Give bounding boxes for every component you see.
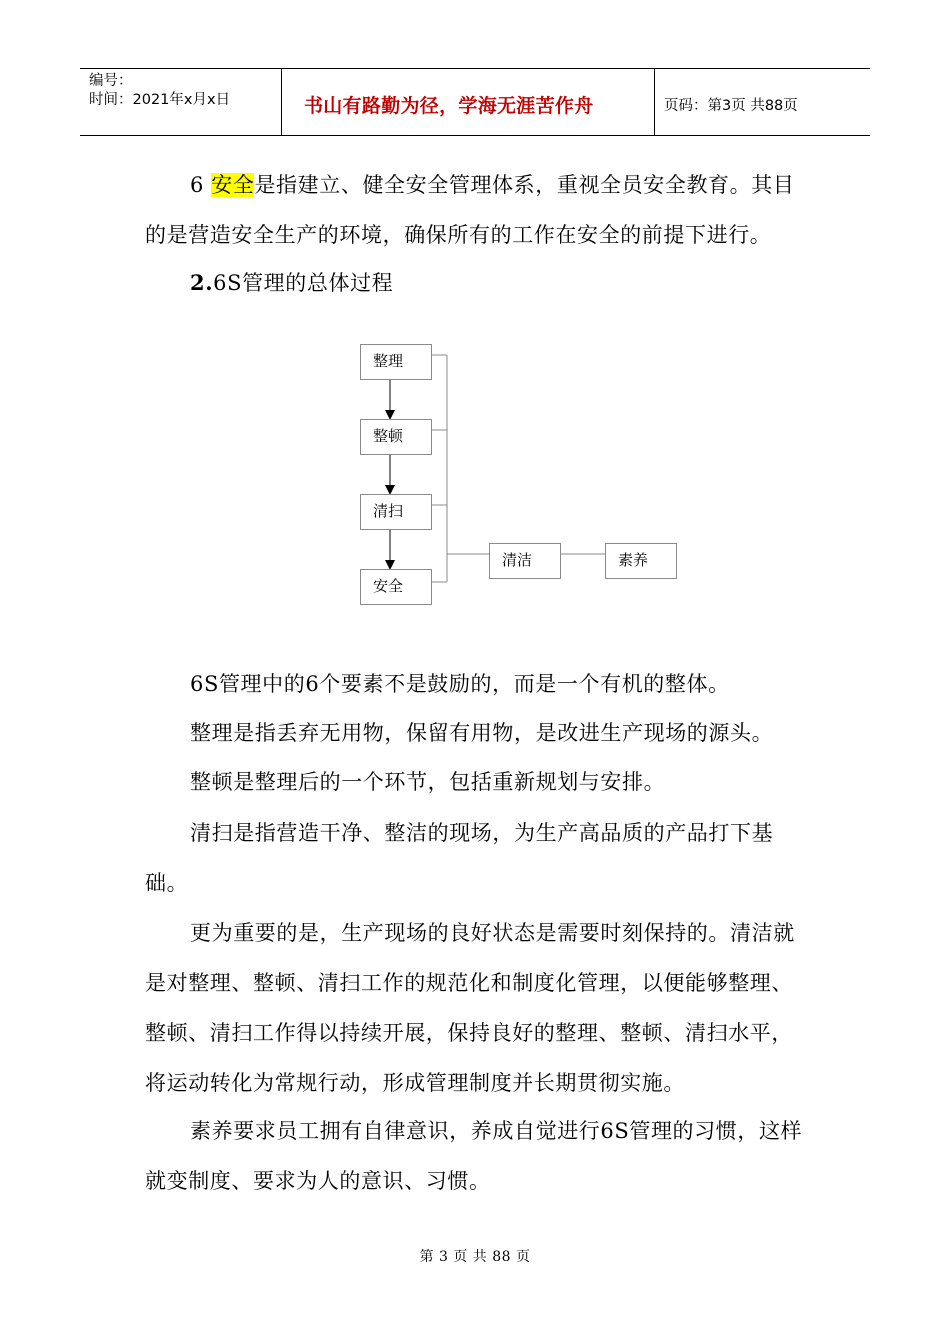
box-seiton: 整顿 — [360, 419, 432, 455]
paragraph-seiso — [145, 808, 810, 908]
section-heading — [145, 258, 810, 308]
seiso-text: 清扫是指营造干净、整洁的现场，为生产高品质的产品打下基础。 — [145, 821, 774, 895]
seiton-text: 整顿是整理后的一个环节，包括重新规划与安排。 — [190, 770, 666, 794]
elements-text: 6S管理中的6个要素不是鼓励的，而是一个有机的整体。 — [190, 672, 730, 696]
seiri-text: 整理是指丢弃无用物，保留有用物，是改进生产现场的源头。 — [190, 721, 774, 745]
paragraph-elements — [145, 659, 810, 709]
header-motto-cell — [282, 69, 655, 135]
safety-number: 6 — [190, 173, 212, 197]
motto-text: 书山有路勤为径，学海无涯苦作舟 — [304, 95, 594, 117]
heading-number: 2. — [190, 270, 214, 295]
number-label: 编号： — [89, 73, 133, 89]
header-meta-cell — [80, 69, 282, 135]
safety-text: 是指建立、健全安全管理体系，重视全员安全教育。其目的是营造安全生产的环境，确保所有的工作在安全的前提下进行。 — [145, 173, 795, 247]
box-seiso: 清扫 — [360, 494, 432, 530]
highlight-safety: 安全 — [211, 173, 255, 197]
header-page-cell — [655, 69, 870, 135]
page-info: 页码：第3页 共88页 — [664, 98, 798, 114]
box-shitsuke: 素养 — [605, 543, 677, 579]
paragraph-seiri — [145, 708, 810, 758]
shitsuke-text: 素养要求员工拥有自律意识，养成自觉进行6S管理的习惯，这样就变制度、要求为人的意识、习惯。 — [145, 1119, 803, 1193]
page-header — [80, 68, 870, 136]
box-seiketsu: 清洁 — [489, 543, 561, 579]
box-safety: 安全 — [360, 569, 432, 605]
paragraph-shitsuke — [145, 1106, 810, 1206]
6s-process-diagram — [355, 340, 685, 610]
time-label: 时间：2021年x月x日 — [89, 92, 231, 108]
paragraph-seiton — [145, 757, 810, 807]
page-footer: 第 3 页 共 88 页 — [419, 1249, 531, 1265]
paragraph-safety — [145, 160, 810, 260]
heading-text: 6S管理的总体过程 — [213, 271, 394, 295]
paragraph-seiketsu — [145, 908, 810, 1108]
box-seiri: 整理 — [360, 344, 432, 380]
seiketsu-text: 更为重要的是，生产现场的良好状态是需要时刻保持的。清洁就是对整理、整顿、清扫工作的规范化和制度化管理，以便能够整理、整顿、清扫工作得以持续开展，保持良好的整理、整顿、清扫水平，将运动转化为常规行动，形成管理制度并长期贯彻实施。 — [145, 921, 795, 1095]
